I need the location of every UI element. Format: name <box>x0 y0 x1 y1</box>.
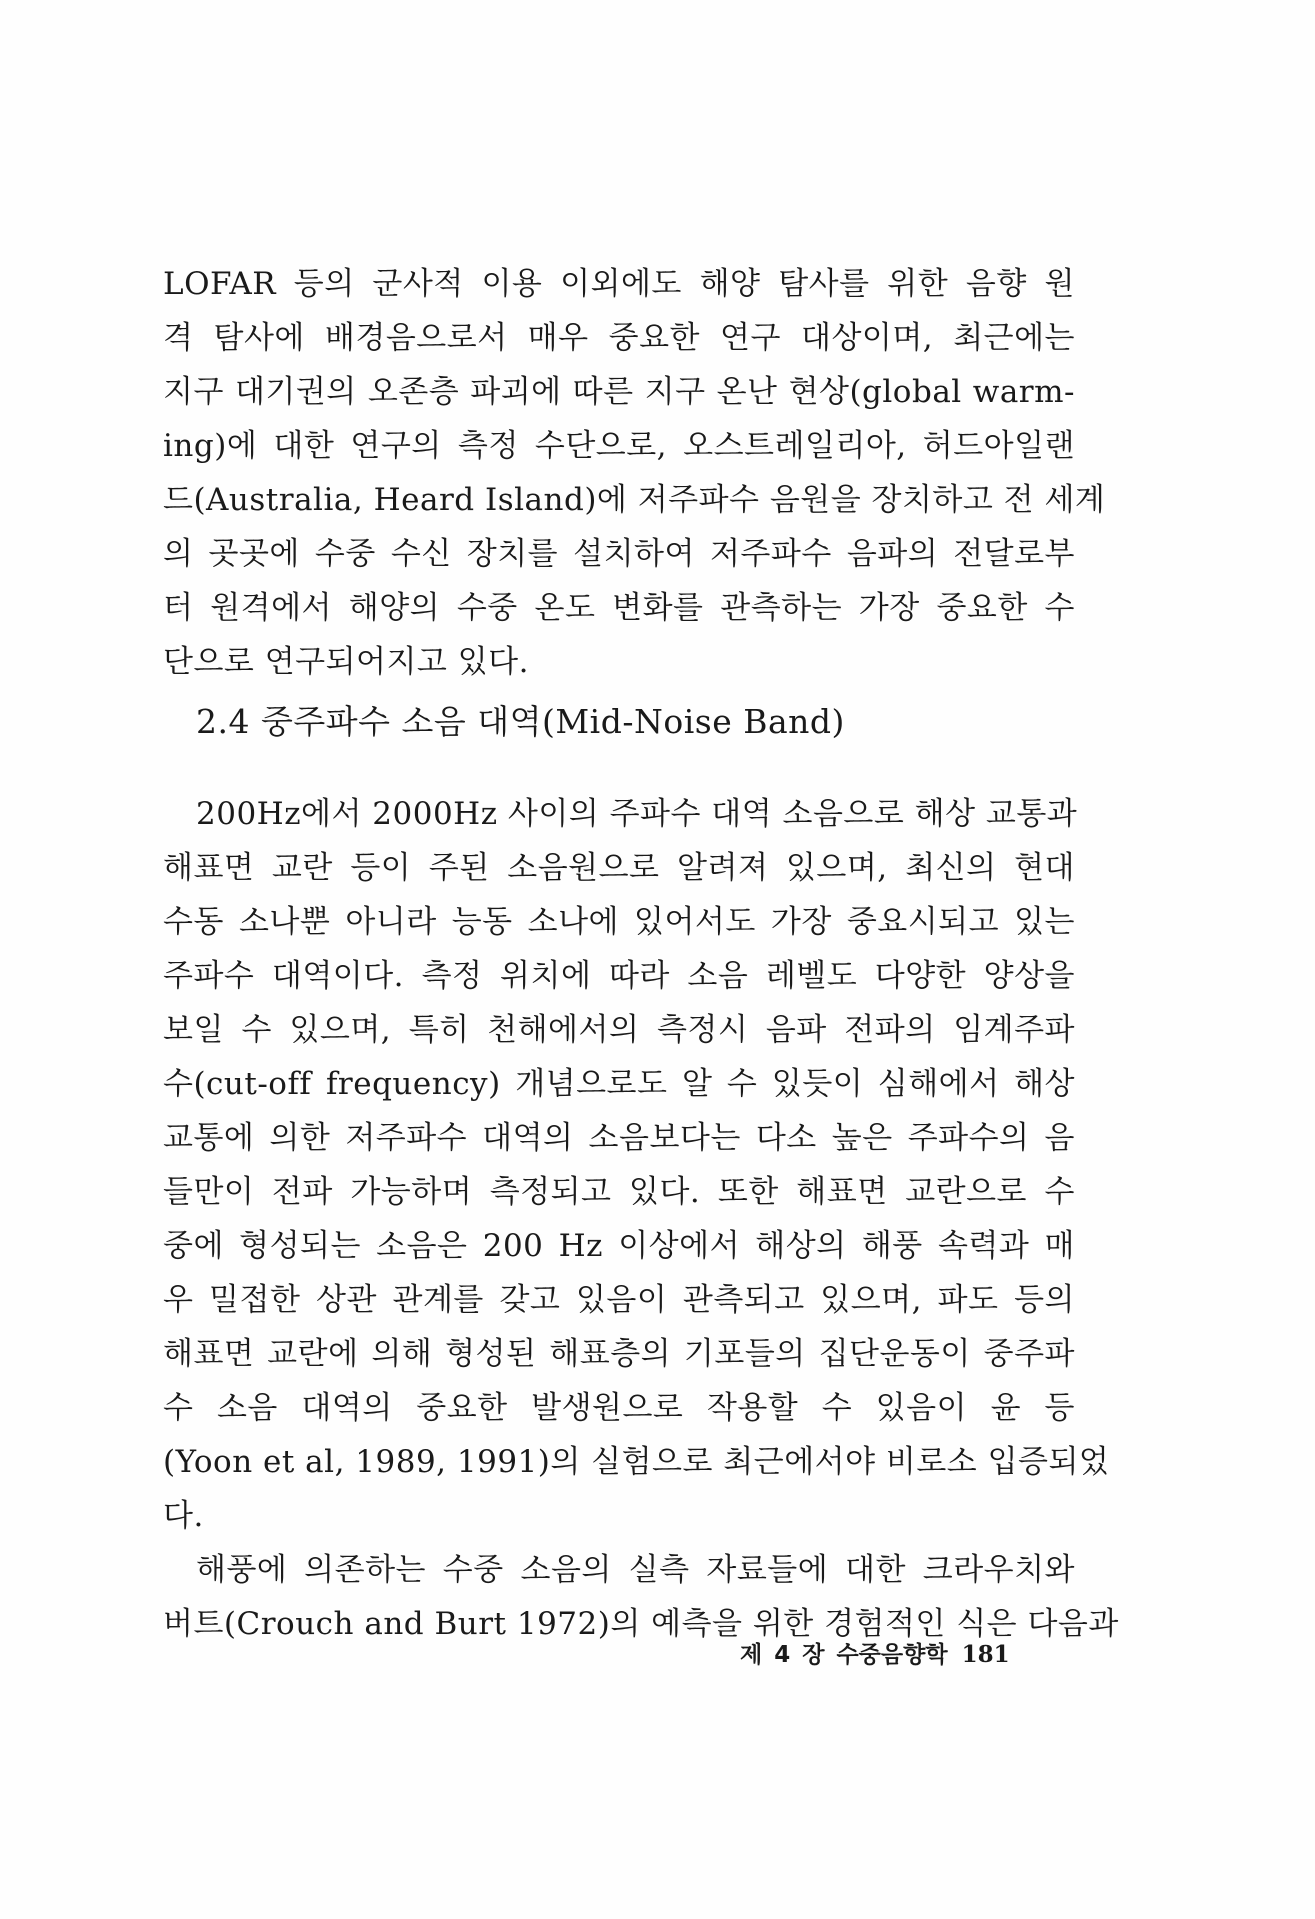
text-line: 지구 대기권의 오존층 파괴에 따른 지구 온난 현상(global warm- <box>163 374 1075 410</box>
text-line: 해표면 교란 등이 주된 소음원으로 알려져 있으며, 최신의 현대 <box>163 850 1075 886</box>
text-line: 우 밀접한 상관 관계를 갖고 있음이 관측되고 있으며, 파도 등의 <box>163 1282 1075 1318</box>
text-line: 다. <box>163 1498 204 1534</box>
text-line: 들만이 전파 가능하며 측정되고 있다. 또한 해표면 교란으로 수 <box>163 1174 1075 1210</box>
section-heading: 2.4 중주파수 소음 대역(Mid-Noise Band) <box>196 702 845 741</box>
text-line: 수(cut-off frequency) 개념으로도 알 수 있듯이 심해에서 해상 <box>163 1066 1075 1102</box>
text-line: 중에 형성되는 소음은 200 Hz 이상에서 해상의 해풍 속력과 매 <box>163 1228 1075 1264</box>
text-line: ing)에 대한 연구의 측정 수단으로, 오스트레일리아, 허드아일랜 <box>163 428 1075 464</box>
text-line: 200Hz에서 2000Hz 사이의 주파수 대역 소음으로 해상 교통과 <box>196 796 1078 832</box>
paragraph-1 <box>163 257 1106 689</box>
text-line: 의 곳곳에 수중 수신 장치를 설치하여 저주파수 음파의 전달로부 <box>163 536 1075 572</box>
text-line: 터 원격에서 해양의 수중 온도 변화를 관측하는 가장 중요한 수 <box>163 590 1075 626</box>
text-line: 버트(Crouch and Burt 1972)의 예측을 위한 경험적인 식은 다음과 <box>163 1606 1119 1642</box>
text-line: 해풍에 의존하는 수중 소음의 실측 자료들에 대한 크라우치와 <box>196 1552 1075 1588</box>
paragraph-2 <box>163 787 1119 1651</box>
text-line: (Yoon et al, 1989, 1991)의 실험으로 최근에서야 비로소 입증되었 <box>163 1444 1110 1480</box>
page-footer <box>740 1636 1010 1669</box>
text-line: 해표면 교란에 의해 형성된 해표층의 기포들의 집단운동이 중주파 <box>163 1336 1075 1372</box>
text-line: 보일 수 있으며, 특히 천해에서의 측정시 음파 전파의 임계주파 <box>163 1012 1075 1048</box>
text-line: 주파수 대역이다. 측정 위치에 따라 소음 레벨도 다양한 양상을 <box>163 958 1075 994</box>
chapter-title: 제 4 장 수중음향학 <box>740 1642 948 1668</box>
text-line: 교통에 의한 저주파수 대역의 소음보다는 다소 높은 주파수의 음 <box>163 1120 1075 1156</box>
text-line: 단으로 연구되어지고 있다. <box>163 644 529 680</box>
text-line: LOFAR 등의 군사적 이용 이외에도 해양 탐사를 위한 음향 원 <box>163 266 1075 302</box>
text-line: 수동 소나뿐 아니라 능동 소나에 있어서도 가장 중요시되고 있는 <box>163 904 1075 940</box>
text-line: 수 소음 대역의 중요한 발생원으로 작용할 수 있음이 윤 등 <box>163 1390 1075 1426</box>
text-line: 격 탐사에 배경음으로서 매우 중요한 연구 대상이며, 최근에는 <box>163 320 1075 356</box>
page-number: 181 <box>961 1641 1010 1668</box>
text-line: 드(Australia, Heard Island)에 저주파수 음원을 장치하고 전 세계 <box>163 482 1106 518</box>
